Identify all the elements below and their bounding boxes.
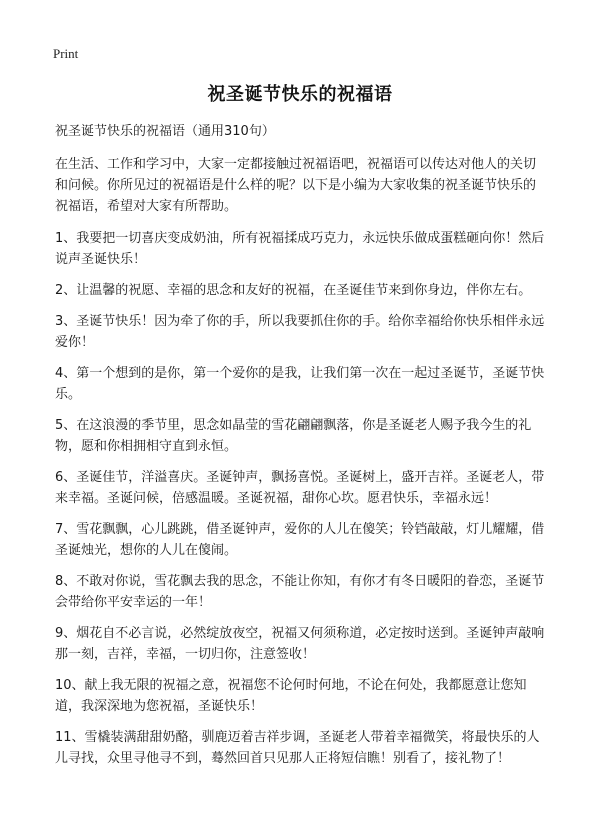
greeting-item: 4、第一个想到的是你，第一个爱你的是我，让我们第一次在一起过圣诞节，圣诞节快乐。	[55, 366, 545, 402]
greeting-item: 10、献上我无限的祝福之意，祝福您不论何时何地，不论在何处，我都愿意让您知道，我深深地为您祝福，圣诞快乐！	[55, 678, 527, 714]
greeting-item: 5、在这浪漫的季节里，思念如晶莹的雪花翩翩飘落，你是圣诞老人赐予我今生的礼物，愿和你相拥相守直到永恒。	[55, 418, 532, 454]
greeting-item: 8、不敢对你说，雪花飘去我的思念，不能让你知，有你才有冬日暖阳的眷恋，圣诞节会带给你平安幸运的一年！	[55, 574, 545, 610]
greeting-item: 2、让温馨的祝愿、幸福的思念和友好的祝福，在圣诞佳节来到你身边，伴你左右。	[55, 283, 532, 298]
intro-paragraph: 在生活、工作和学习中，大家一定都接触过祝福语吧，祝福语可以传达对他人的关切和问候。你所见过的祝福语是什么样的呢？以下是小编为大家收集的祝圣诞节快乐的祝福语，希望对大家有所帮助。	[55, 157, 537, 214]
print-link[interactable]: Print	[53, 46, 79, 61]
page-title: 祝圣诞节快乐的祝福语	[207, 84, 393, 105]
article-body	[55, 121, 547, 779]
greeting-item: 1、我要把一切喜庆变成奶油，所有祝福揉成巧克力，永远快乐做成蛋糕砸向你！然后说声圣诞快乐！	[55, 231, 545, 267]
greeting-item: 3、圣诞节快乐！因为牵了你的手，所以我要抓住你的手。给你幸福给你快乐相伴永远爱你！	[55, 314, 545, 350]
greeting-item: 9、烟花自不必言说，必然绽放夜空，祝福又何须称道，必定按时送到。圣诞钟声敲响那一刻，吉祥，幸福，一切归你，注意签收！	[55, 626, 545, 662]
greeting-item: 6、圣诞佳节，洋溢喜庆。圣诞钟声，飘扬喜悦。圣诞树上，盛开吉祥。圣诞老人，带来幸福。圣诞问候，倍感温暖。圣诞祝福，甜你心坎。愿君快乐，幸福永远！	[55, 470, 545, 506]
article-subtitle: 祝圣诞节快乐的祝福语（通用310句）	[55, 124, 275, 139]
greeting-item: 11、雪橇装满甜甜奶酪，驯鹿迈着吉祥步调，圣诞老人带着幸福微笑，将最快乐的人儿寻找，众里寻他寻不到，蓦然回首只见那人正将短信瞧！别看了，接礼物了！	[55, 730, 540, 766]
greeting-item: 7、雪花飘飘，心儿跳跳，借圣诞钟声，爱你的人儿在傻笑；铃铛敲敲，灯儿耀耀，借圣诞烛光，想你的人儿在傻闹。	[55, 522, 545, 558]
